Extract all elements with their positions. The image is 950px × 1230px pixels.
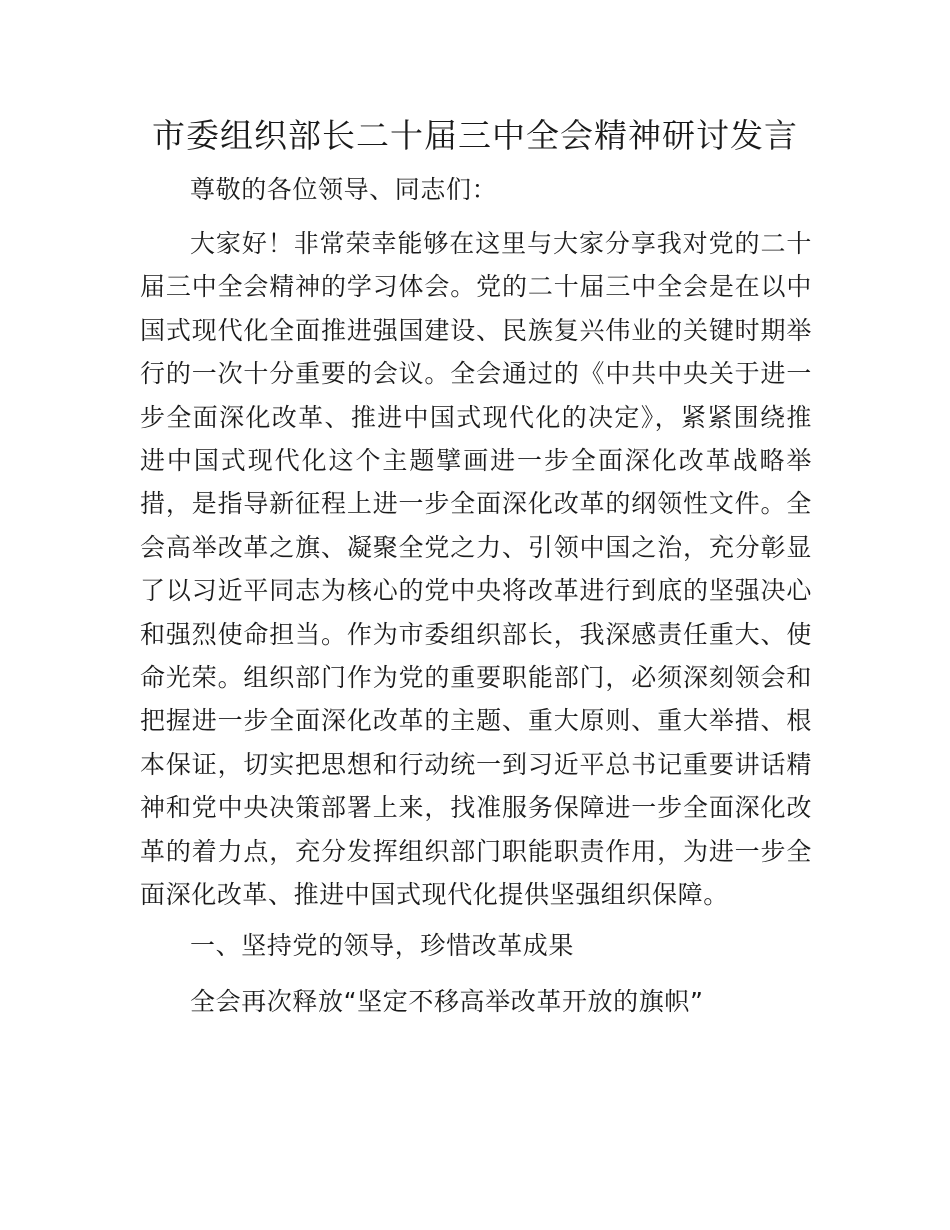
section-paragraph: 全会再次释放“坚定不移高举改革开放的旗帜” <box>190 987 704 1016</box>
body-paragraph: 大家好！非常荣幸能够在这里与大家分享我对党的二十届三中全会精神的学习体会。党的二十届三中全会是在以中国式现代化全面推进强国建设、民族复兴伟业的关键时期举行的一次十分重要的会议。全会通过的《中共中央关于进一步全面深化改革、推进中国式现代化的决定》，紧紧围绕推进中国式现代化这个主题擘画进一步全面深化改革战略举措，是指导新征程上进一步全面深化改革的纲领性文件。全会高举改革之旗、凝聚全党之力、引领中国之治，充分彰显了以习近平同志为核心的党中央将改革进行到底的坚强决心和强烈使命担当。作为市委组织部长，我深感责任重大、使命光荣。组织部门作为党的重要职能部门，必须深刻领会和把握进一步全面深化改革的主题、重大原则、重大举措、根本保证，切实把思想和行动统一到习近平总书记重要讲话精神和党中央决策部署上来，找准服务保障进一步全面深化改革的着力点，充分发挥组织部门职能职责作用，为进一步全面深化改革、推进中国式现代化提供坚强组织保障。 <box>140 229 812 910</box>
section-heading: 一、坚持党的领导，珍惜改革成果 <box>190 931 575 960</box>
document-title: 市委组织部长二十届三中全会精神研讨发言 <box>152 116 798 155</box>
salutation: 尊敬的各位领导、同志们： <box>190 175 498 204</box>
